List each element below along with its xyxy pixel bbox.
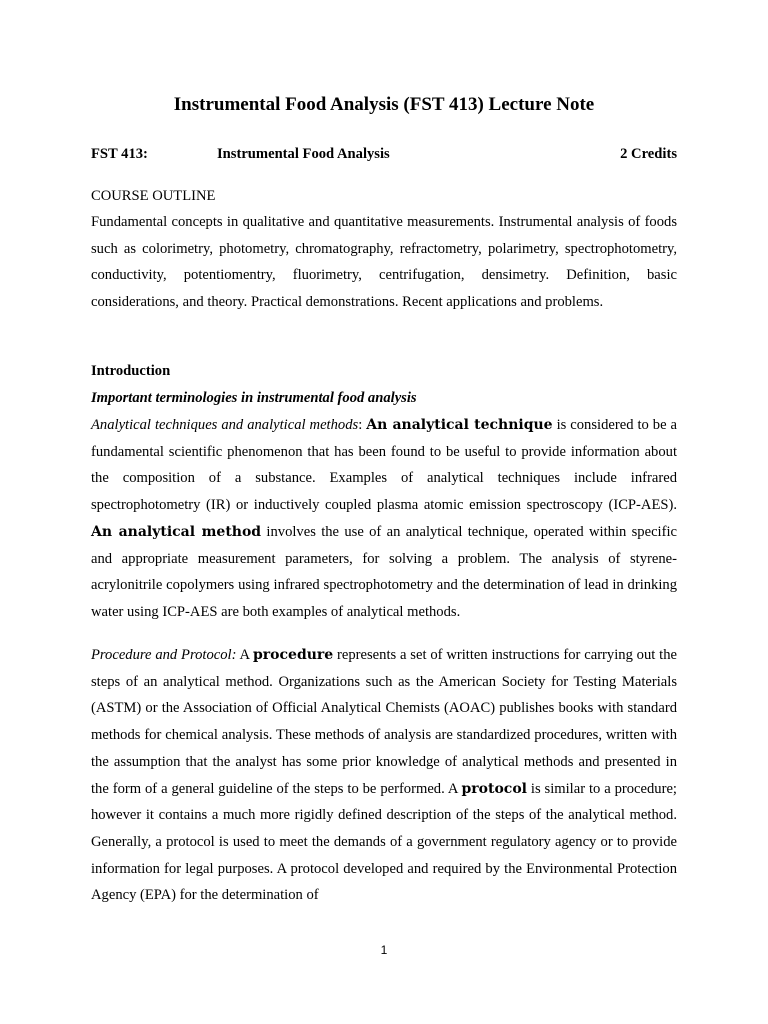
- para2-text-2: is similar to a procedure; however it contains a much more rigidly defined description of the steps of the analytical method. Generally, a protocol is used to meet the demands of a government regulatory agency or to provide information for legal purposes. A protocol developed and required by the Environmental Protection Agency (EPA) for the determination of: [91, 780, 677, 904]
- para2-text-0: A: [236, 647, 254, 663]
- term-analytical-techniques: Analytical techniques and analytical methods: [91, 417, 359, 433]
- analytical-techniques-paragraph: [91, 412, 677, 626]
- document-title: Instrumental Food Analysis (FST 413) Lecture Note: [173, 94, 595, 115]
- bold-protocol: protocol: [461, 780, 527, 797]
- course-name: Instrumental Food Analysis: [217, 146, 390, 162]
- para1-text-2: involves the use of an analytical technique, operated within specific and appropriate measurement parameters, for solving a problem. The analysis of styrene-acrylonitrile copolymers using infrared spectrophotometry and the determination of lead in drinking water using ICP-AES are both examples of analytical methods.: [91, 523, 677, 620]
- bold-analytical-method: An analytical method: [91, 523, 262, 540]
- para2-text-1: represents a set of written instructions for carrying out the steps of an analytical method. Organizations such as the American Society for Testing Materials (ASTM) or the Association of Official Analytical Chemists (AOAC) publishes books with standard methods for chemical analysis. These methods of analysis are standardized procedures, written with the assumption that the analyst has some prior knowledge of analytical methods and presented in the form of a general guideline of the steps to be performed. A: [91, 647, 677, 797]
- procedure-protocol-text: [91, 642, 677, 909]
- procedure-protocol-paragraph: [91, 642, 677, 909]
- course-credits: 2 Credits: [620, 146, 677, 162]
- analytical-techniques-text: [91, 412, 677, 626]
- term-procedure-protocol: Procedure and Protocol:: [91, 647, 237, 663]
- course-code: FST 413:: [91, 146, 148, 162]
- page-number: 1: [380, 943, 388, 957]
- bold-analytical-technique: An analytical technique: [366, 417, 553, 433]
- terminology-heading: Important terminologies in instrumental food analysis: [91, 390, 417, 406]
- bold-procedure: procedure: [253, 647, 334, 663]
- course-outline-paragraph: Fundamental concepts in qualitative and quantitative measurements. Instrumental analysis of foods such as colorimetry, photometry, chromatography, refractometry, polarimetry, spectrophotometry, conductivity, potentiomentry, fluorimetry, centrifugation, densimetry. Definition, basic considerations, and theory. Practical demonstrations. Recent applications and problems.: [91, 214, 677, 311]
- term-separator: :: [358, 417, 367, 433]
- course-outline-heading: COURSE OUTLINE: [91, 188, 216, 204]
- para1-text-1: is considered to be a fundamental scientific phenomenon that has been found to be useful to provide information about the composition of a substance. Examples of analytical techniques include infrared spectrophotometry (IR) or inductively coupled plasma atomic emission spectroscopy (ICP-AES).: [91, 417, 678, 514]
- introduction-heading: Introduction: [91, 363, 171, 379]
- course-outline-text: [91, 209, 677, 316]
- course-info-line: [91, 144, 677, 164]
